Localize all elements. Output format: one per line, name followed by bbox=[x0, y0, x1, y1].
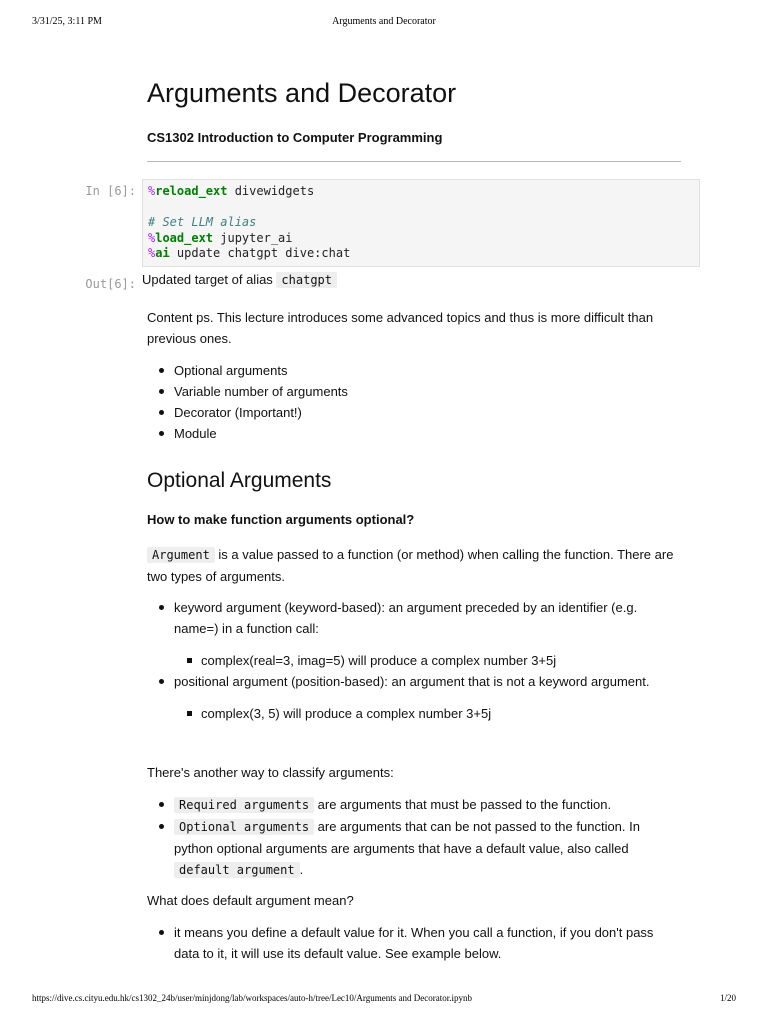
code-cell[interactable] bbox=[142, 179, 700, 267]
list-item: Decorator (Important!) bbox=[147, 402, 681, 423]
intro-paragraph: Content ps. This lecture introduces some advanced topics and thus is more difficult than previous ones. bbox=[147, 310, 654, 346]
list-item-keyword: keyword argument (keyword-based): an argument preceded by an identifier (e.g. name=) in a function call: complex(real=3, imag=5) will produce a complex number 3+5j bbox=[147, 597, 681, 671]
output-prompt: Out[6]: bbox=[85, 277, 136, 291]
code-line-3: # Set LLM alias bbox=[148, 215, 257, 229]
optional-code: Optional arguments bbox=[174, 819, 314, 835]
print-url: https://dive.cs.cityu.edu.hk/cs1302_24b/user/minjdong/lab/workspaces/auto-h/tree/Lec10/Arguments and Decorator.ipynb bbox=[32, 993, 472, 1003]
classify-list bbox=[147, 794, 681, 881]
code-line-2 bbox=[148, 200, 694, 216]
print-title: Arguments and Decorator bbox=[332, 16, 436, 27]
list-item: Variable number of arguments bbox=[147, 381, 681, 402]
code-line-4: %load_ext jupyter_ai bbox=[148, 230, 293, 245]
code-line-1: %reload_ext divewidgets bbox=[148, 184, 315, 198]
positional-sublist bbox=[174, 703, 681, 724]
argument-code: Argument bbox=[147, 547, 215, 563]
topics-list bbox=[147, 360, 681, 444]
default-question: What does default argument mean? bbox=[147, 893, 354, 908]
list-item: it means you define a default value for it. When you call a function, if you don't pass data to it, it will use its default value. See example below. bbox=[147, 922, 681, 964]
print-datetime: 3/31/25, 3:11 PM bbox=[32, 16, 102, 27]
section-question: How to make function arguments optional? bbox=[147, 512, 415, 527]
list-item: complex(real=3, imag=5) will produce a complex number 3+5j bbox=[174, 650, 681, 671]
default-list bbox=[147, 922, 681, 964]
list-item: Optional arguments bbox=[147, 360, 681, 381]
print-footer bbox=[32, 993, 736, 1007]
default-code: default argument bbox=[174, 862, 300, 878]
page-number: 1/20 bbox=[719, 993, 736, 1003]
list-item: complex(3, 5) will produce a complex number 3+5j bbox=[174, 703, 681, 724]
required-code: Required arguments bbox=[174, 797, 314, 813]
argument-paragraph: Argument is a value passed to a function (or method) when calling the function. There are two types of arguments. bbox=[147, 547, 674, 584]
cell-output: Updated target of alias chatgpt bbox=[142, 272, 337, 287]
output-alias-code: chatgpt bbox=[276, 272, 337, 288]
print-header bbox=[32, 16, 736, 30]
list-item: Module bbox=[147, 423, 681, 444]
divider bbox=[147, 161, 681, 162]
code-line-5: %ai update chatgpt dive:chat bbox=[148, 246, 351, 260]
list-item-required: Required arguments are arguments that must be passed to the function. bbox=[147, 794, 681, 816]
notebook-title: Arguments and Decorator bbox=[147, 78, 457, 108]
argument-types-list bbox=[147, 597, 681, 724]
keyword-sublist bbox=[174, 650, 681, 671]
input-prompt: In [6]: bbox=[85, 184, 136, 198]
list-item-positional: positional argument (position-based): an argument that is not a keyword argument. complex(3, 5) will produce a complex number 3+5j bbox=[147, 671, 681, 724]
list-item-optional: Optional arguments are arguments that can be not passed to the function. In python optional arguments are arguments that have a default value, also called default argument . bbox=[147, 816, 681, 881]
course-subtitle: CS1302 Introduction to Computer Programming bbox=[147, 130, 443, 145]
classify-paragraph: There's another way to classify arguments: bbox=[147, 765, 394, 780]
section-heading: Optional Arguments bbox=[147, 469, 332, 492]
